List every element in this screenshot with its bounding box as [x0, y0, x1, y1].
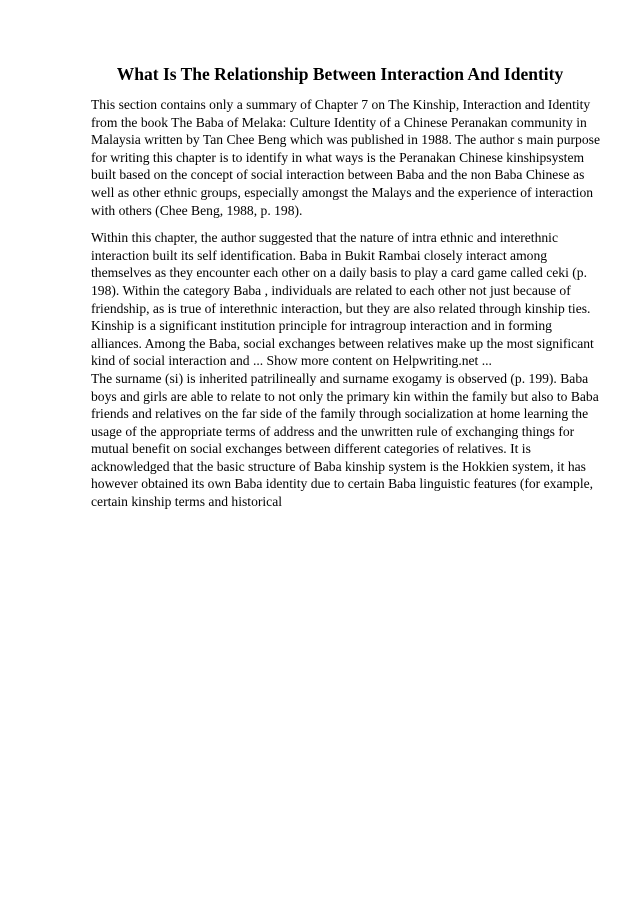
paragraph-interaction: Within this chapter, the author suggested that the nature of intra ethnic and interethnic interaction built its self identification. Baba in Bukit Rambai closely interact among themselves as they encounter each other on a daily basis to play a card game called ceki (p. 198). Within the category Baba , individuals are related to each other not just because of friendship, as is true of interethnic interaction, but they are also related through kinship ties. Kinship is a significant institution principle for intragroup interaction and in forming alliances. Among the Baba, social exchanges between relatives make up the most significant kind of social interaction and ... Show more content on Helpwriting.net ...	[91, 230, 594, 369]
paragraph-surname: The surname (si) is inherited patrilineally and surname exogamy is observed (p. 199). Baba boys and girls are able to relate to not only the primary kin within the family but also to Baba friends and relatives on the far side of the family through socialization at home learning the usage of the appropriate terms of address and the unwritten rule of exchanging things for mutual benefit on social exchanges between different categories of relatives. It is acknowledged that the basic structure of Baba kinship system is the Hokkien system, it has however obtained its own Baba identity due to certain Baba linguistic features (for example, certain kinship terms and historical	[91, 370, 599, 510]
document-title: What Is The Relationship Between Interaction And Identity	[116, 64, 564, 84]
paragraph-summary: This section contains only a summary of Chapter 7 on The Kinship, Interaction and Identity from the book The Baba of Melaka: Culture Identity of a Chinese Peranakan community in Malaysia written by Tan Chee Beng which was published in 1988. The author s main purpose for writing this chapter is to identify in what ways is the Peranakan Chinese kinshipsystem built based on the concept of social interaction between Baba and the non Baba Chinese as well as other ethnic groups, especially amongst the Malays and the experience of interaction with others (Chee Beng, 1988, p. 198).	[91, 97, 600, 218]
document-body	[91, 96, 603, 511]
